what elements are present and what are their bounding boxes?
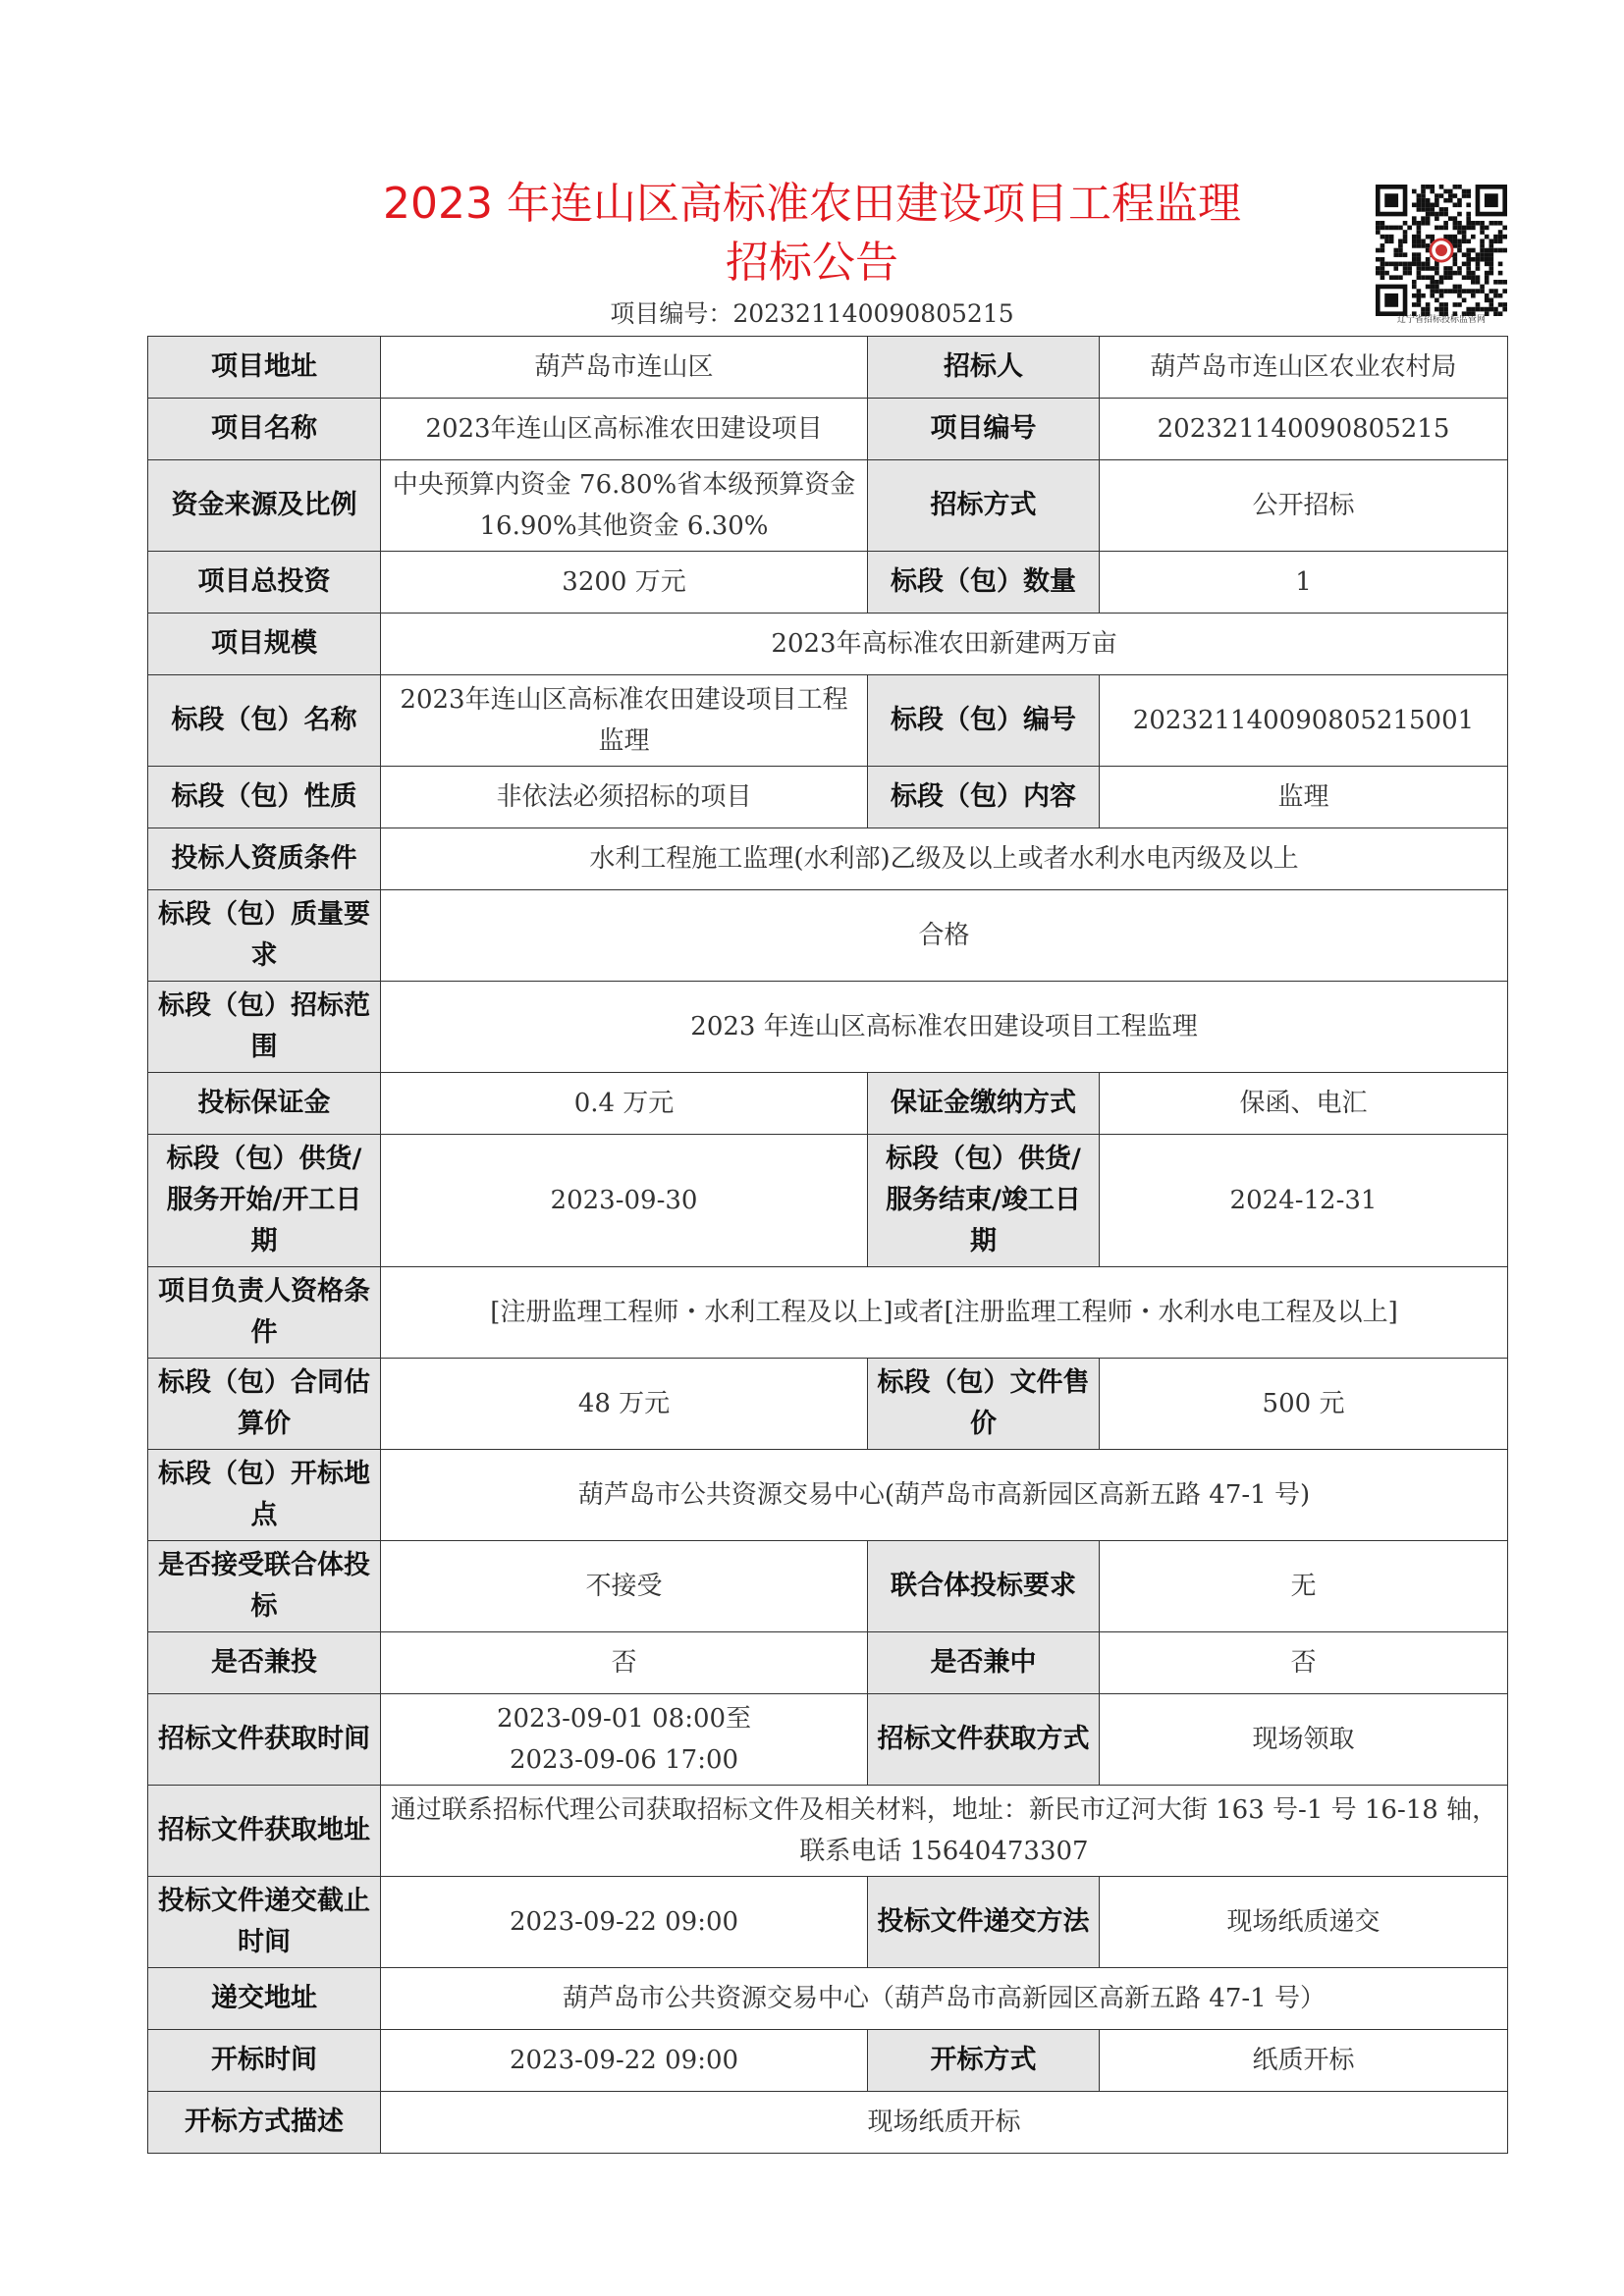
field-value: 现场纸质递交	[1100, 1877, 1508, 1968]
field-label: 项目名称	[148, 399, 381, 460]
field-label: 标段（包）数量	[868, 552, 1100, 614]
table-row	[148, 1877, 1508, 1968]
field-label: 投标文件递交方法	[868, 1877, 1100, 1968]
table-row	[148, 1359, 1508, 1450]
field-value: 2023-09-22 09:00	[381, 2030, 868, 2092]
tender-info-table	[147, 336, 1508, 2154]
table-row	[148, 460, 1508, 552]
field-label: 标段（包）供货/服务开始/开工日期	[148, 1135, 381, 1267]
field-label: 标段（包）开标地点	[148, 1450, 381, 1541]
notice-title-line1: 2023 年连山区高标准农田建设项目工程监理	[383, 179, 1241, 229]
field-value: 葫芦岛市公共资源交易中心(葫芦岛市高新园区高新五路 47-1 号)	[381, 1450, 1508, 1541]
field-value: 2023年连山区高标准农田建设项目工程监理	[381, 675, 868, 767]
field-label: 招标方式	[868, 460, 1100, 552]
table-row	[148, 1968, 1508, 2030]
field-label: 项目地址	[148, 337, 381, 399]
table-row	[148, 1073, 1508, 1135]
field-label: 保证金缴纳方式	[868, 1073, 1100, 1135]
field-label: 标段（包）名称	[148, 675, 381, 767]
field-label: 标段（包）招标范围	[148, 982, 381, 1073]
field-label: 标段（包）内容	[868, 767, 1100, 828]
field-value: 否	[381, 1632, 868, 1694]
table-row	[148, 2030, 1508, 2092]
field-label: 项目负责人资格条件	[148, 1267, 381, 1359]
field-label: 联合体投标要求	[868, 1541, 1100, 1632]
field-label: 开标方式描述	[148, 2092, 381, 2154]
field-value: 2023年高标准农田新建两万亩	[381, 614, 1508, 675]
field-value: 监理	[1100, 767, 1508, 828]
field-value: 非依法必须招标的项目	[381, 767, 868, 828]
field-value: 不接受	[381, 1541, 868, 1632]
field-value: 2023-09-30	[381, 1135, 868, 1267]
table-row	[148, 399, 1508, 460]
table-row	[148, 614, 1508, 675]
table-row	[148, 1450, 1508, 1541]
table-row	[148, 890, 1508, 982]
field-value: 2023年连山区高标准农田建设项目	[381, 399, 868, 460]
table-row	[148, 1786, 1508, 1877]
field-value: [注册监理工程师・水利工程及以上]或者[注册监理工程师・水利水电工程及以上]	[381, 1267, 1508, 1359]
table-row	[148, 828, 1508, 890]
field-value: 1	[1100, 552, 1508, 614]
doc-time-start: 2023-09-01 08:00至	[496, 1704, 752, 1734]
field-label: 资金来源及比例	[148, 460, 381, 552]
table-row	[148, 1694, 1508, 1786]
field-label: 招标文件获取地址	[148, 1786, 381, 1877]
field-label: 递交地址	[148, 1968, 381, 2030]
table-row	[148, 675, 1508, 767]
field-label: 是否接受联合体投标	[148, 1541, 381, 1632]
field-label: 是否兼中	[868, 1632, 1100, 1694]
field-value: 葫芦岛市连山区	[381, 337, 868, 399]
field-label: 项目规模	[148, 614, 381, 675]
field-value: 202321140090805215	[1100, 399, 1508, 460]
field-label: 标段（包）供货/服务结束/竣工日期	[868, 1135, 1100, 1267]
field-label: 投标保证金	[148, 1073, 381, 1135]
field-value: 公开招标	[1100, 460, 1508, 552]
field-value: 中央预算内资金 76.80%省本级预算资金 16.90%其他资金 6.30%	[381, 460, 868, 552]
field-value: 通过联系招标代理公司获取招标文件及相关材料，地址：新民市辽河大街 163 号-1 号 16-18 轴，联系电话 15640473307	[381, 1786, 1508, 1877]
field-label: 招标人	[868, 337, 1100, 399]
field-value: 2023 年连山区高标准农田建设项目工程监理	[381, 982, 1508, 1073]
field-label: 项目总投资	[148, 552, 381, 614]
table-row	[148, 767, 1508, 828]
field-value: 葫芦岛市连山区农业农村局	[1100, 337, 1508, 399]
field-label: 开标时间	[148, 2030, 381, 2092]
field-label: 标段（包）编号	[868, 675, 1100, 767]
field-value: 无	[1100, 1541, 1508, 1632]
field-label: 标段（包）合同估算价	[148, 1359, 381, 1450]
field-value: 纸质开标	[1100, 2030, 1508, 2092]
field-label: 是否兼投	[148, 1632, 381, 1694]
field-value: 202321140090805215001	[1100, 675, 1508, 767]
field-value: 否	[1100, 1632, 1508, 1694]
qr-code-icon	[1376, 185, 1507, 316]
table-row	[148, 2092, 1508, 2154]
field-label: 开标方式	[868, 2030, 1100, 2092]
field-label: 标段（包）性质	[148, 767, 381, 828]
doc-time-end: 2023-09-06 17:00	[509, 1745, 739, 1775]
field-label: 项目编号	[868, 399, 1100, 460]
field-label: 标段（包）质量要求	[148, 890, 381, 982]
field-value: 500 元	[1100, 1359, 1508, 1450]
field-label: 投标文件递交截止时间	[148, 1877, 381, 1968]
field-value: 葫芦岛市公共资源交易中心（葫芦岛市高新园区高新五路 47-1 号）	[381, 1968, 1508, 2030]
table-row	[148, 1541, 1508, 1632]
table-row	[148, 982, 1508, 1073]
field-value: 保函、电汇	[1100, 1073, 1508, 1135]
field-value: 现场领取	[1100, 1694, 1508, 1786]
field-value: 48 万元	[381, 1359, 868, 1450]
field-value: 0.4 万元	[381, 1073, 868, 1135]
field-value: 2024-12-31	[1100, 1135, 1508, 1267]
field-value	[381, 1694, 868, 1786]
qr-caption: 辽宁省招标投标监管网	[1396, 315, 1486, 325]
field-value: 合格	[381, 890, 1508, 982]
project-number-line: 项目编号：202321140090805215	[610, 299, 1014, 328]
table-row	[148, 1135, 1508, 1267]
field-label: 招标文件获取方式	[868, 1694, 1100, 1786]
field-value: 3200 万元	[381, 552, 868, 614]
table-row	[148, 337, 1508, 399]
table-row	[148, 552, 1508, 614]
field-label: 招标文件获取时间	[148, 1694, 381, 1786]
table-row	[148, 1632, 1508, 1694]
field-value: 水利工程施工监理(水利部)乙级及以上或者水利水电丙级及以上	[381, 828, 1508, 890]
table-row	[148, 1267, 1508, 1359]
notice-title-line2: 招标公告	[726, 238, 898, 288]
field-value: 2023-09-22 09:00	[381, 1877, 868, 1968]
field-label: 标段（包）文件售价	[868, 1359, 1100, 1450]
field-label: 投标人资质条件	[148, 828, 381, 890]
field-value: 现场纸质开标	[381, 2092, 1508, 2154]
